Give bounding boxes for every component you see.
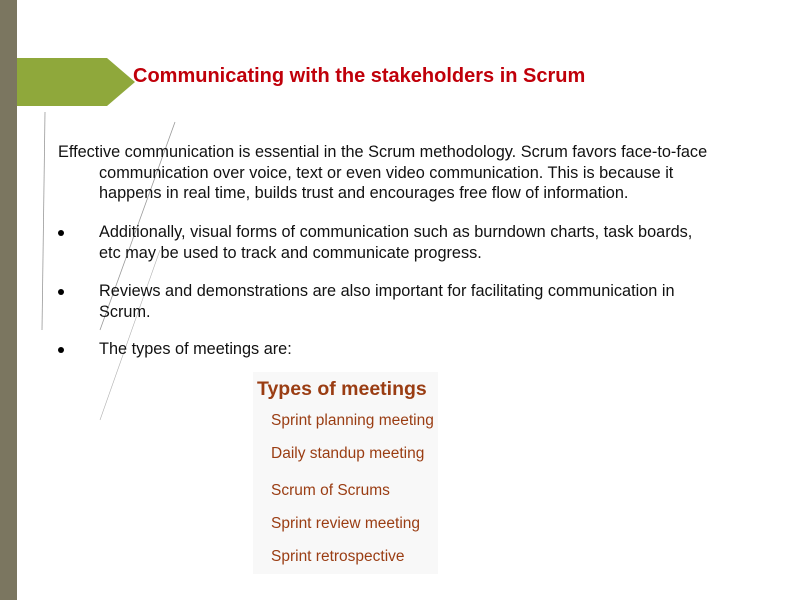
intro-line: happens in real time, builds trust and encourages free flow of information. <box>99 184 629 202</box>
bullet-item <box>58 222 778 263</box>
intro-line: Effective communication is essential in the Scrum methodology. Scrum favors face-to-face <box>58 143 708 161</box>
meetings-heading: Types of meetings <box>257 378 427 400</box>
bullet-text: etc may be used to track and communicate progress. <box>99 243 482 262</box>
bullet-item <box>58 281 778 322</box>
bullet-text: The types of meetings are: <box>99 340 292 358</box>
slide-title: Communicating with the stakeholders in Scrum <box>133 65 586 87</box>
meeting-item: Scrum of Scrums <box>271 482 390 499</box>
bullet-dot-icon <box>58 289 64 295</box>
meetings-image <box>253 372 438 574</box>
intro-paragraph <box>58 142 778 204</box>
meeting-item: Sprint retrospective <box>271 548 405 565</box>
meeting-item: Daily standup meeting <box>271 445 425 462</box>
meeting-item: Sprint planning meeting <box>271 412 434 429</box>
intro-line: communication over voice, text or even video communication. This is because it <box>99 163 674 182</box>
bullet-dot-icon <box>58 347 64 353</box>
title-arrow-shape <box>17 58 135 106</box>
bullet-text: Reviews and demonstrations are also important for facilitating communication in <box>99 282 675 300</box>
bullet-item <box>58 339 778 360</box>
meeting-item: Sprint review meeting <box>271 515 421 532</box>
bullet-text: Scrum. <box>99 302 151 321</box>
bullet-dot-icon <box>58 230 64 236</box>
bullet-text: Additionally, visual forms of communication such as burndown charts, task boards, <box>99 223 693 241</box>
